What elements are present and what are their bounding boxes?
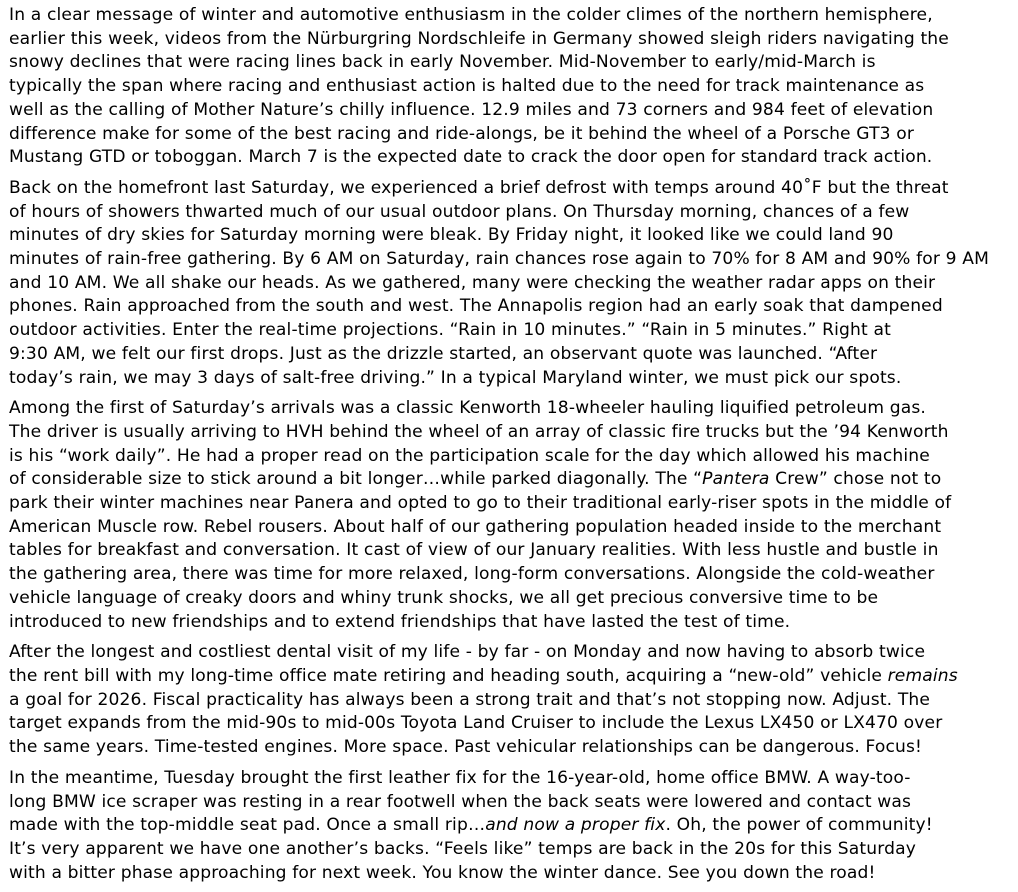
text-line bbox=[9, 563, 1008, 587]
text-line bbox=[9, 516, 1008, 540]
text-segment: the rent bill with my long-time office mate retiring and heading south, acquiring a “new-old” vehicle bbox=[9, 665, 888, 686]
paragraph bbox=[9, 4, 1008, 170]
italic-text: remains bbox=[887, 665, 958, 686]
text-segment: difference make for some of the best racing and ride-alongs, be it behind the wheel of a Porsche GT3 or bbox=[9, 123, 915, 144]
text-line bbox=[9, 814, 1008, 838]
text-segment: In the meantime, Tuesday brought the first leather fix for the 16-year-old, home office BMW. A way-too- bbox=[9, 767, 911, 788]
text-line bbox=[9, 28, 1008, 52]
text-line bbox=[9, 397, 1008, 421]
italic-text: and now a proper fix bbox=[485, 815, 666, 836]
text-line bbox=[9, 539, 1008, 563]
text-line bbox=[9, 201, 1008, 225]
text-line bbox=[9, 177, 1008, 201]
text-segment: snowy declines that were racing lines back in early November. Mid-November to early/mid-March is bbox=[9, 52, 876, 73]
text-line bbox=[9, 767, 1008, 791]
text-line bbox=[9, 838, 1008, 862]
text-segment: After the longest and costliest dental visit of my life - by far - on Monday and now having to absorb twice bbox=[9, 642, 926, 663]
text-line bbox=[9, 712, 1008, 736]
text-segment: made with the top-middle seat pad. Once a small rip… bbox=[9, 815, 486, 836]
text-line bbox=[9, 224, 1008, 248]
text-segment: minutes of dry skies for Saturday morning were bleak. By Friday night, it looked like we could land 90 bbox=[9, 225, 894, 246]
text-segment: American Muscle row. Rebel rousers. About half of our gathering population headed inside to the merchant bbox=[9, 516, 942, 537]
text-segment: is his “work daily”. He had a proper read on the participation scale for the day which allowed his machine bbox=[9, 445, 930, 466]
text-segment: typically the span where racing and enthusiast action is halted due to the need for track maintenance as bbox=[9, 76, 925, 97]
text-line bbox=[9, 123, 1008, 147]
text-segment: of hours of showers thwarted much of our usual outdoor plans. On Thursday morning, chances of a few bbox=[9, 201, 910, 222]
text-segment: Mustang GTD or toboggan. March 7 is the expected date to crack the door open for standard track action. bbox=[9, 147, 933, 168]
text-segment: phones. Rain approached from the south and west. The Annapolis region had an early soak that dampened bbox=[9, 296, 943, 317]
text-segment: The driver is usually arriving to HVH behind the wheel of an array of classic fire trucks but the ’94 Kenworth bbox=[9, 421, 949, 442]
text-line bbox=[9, 319, 1008, 343]
text-line bbox=[9, 75, 1008, 99]
text-segment: well as the calling of Mother Nature’s chilly influence. 12.9 miles and 73 corners and 984 feet of elevation bbox=[9, 99, 934, 120]
text-line bbox=[9, 146, 1008, 170]
text-line bbox=[9, 421, 1008, 445]
text-line bbox=[9, 736, 1008, 760]
text-line bbox=[9, 248, 1008, 272]
text-segment: earlier this week, videos from the Nürburgring Nordschleife in Germany showed sleigh riders navigating the bbox=[9, 28, 949, 49]
text-segment: a goal for 2026. Fiscal practicality has always been a strong trait and that’s not stopping now. Adjust. The bbox=[9, 689, 931, 710]
text-segment: vehicle language of creaky doors and whiny trunk shocks, we all get precious conversive time to be bbox=[9, 587, 879, 608]
text-segment: target expands from the mid-90s to mid-00s Toyota Land Cruiser to include the Lexus LX450 or LX470 over bbox=[9, 713, 943, 734]
text-segment: the gathering area, there was time for more relaxed, long-form conversations. Alongside the cold-weather bbox=[9, 564, 935, 585]
text-segment: It’s very apparent we have one another’s backs. “Feels like” temps are back in the 20s for this Saturday bbox=[9, 838, 917, 859]
text-line bbox=[9, 791, 1008, 815]
text-segment: the same years. Time-tested engines. More space. Past vehicular relationships can be dangerous. Focus! bbox=[9, 737, 923, 758]
text-segment: of considerable size to stick around a bit longer…while parked diagonally. The “ bbox=[9, 469, 703, 490]
text-segment: park their winter machines near Panera and opted to go to their traditional early-riser spots in the middle of bbox=[9, 493, 952, 514]
italic-text: Pantera bbox=[702, 469, 770, 490]
paragraph bbox=[9, 397, 1008, 634]
text-segment: Among the first of Saturday’s arrivals was a classic Kenworth 18-wheeler hauling liquified petroleum gas. bbox=[9, 398, 927, 419]
text-segment: introduced to new friendships and to extend friendships that have lasted the test of time. bbox=[9, 611, 791, 632]
text-segment: with a bitter phase approaching for next week. You know the winter dance. See you down the road! bbox=[9, 862, 876, 883]
text-segment: Crew” chose not to bbox=[769, 469, 942, 490]
text-line bbox=[9, 295, 1008, 319]
text-segment: In a clear message of winter and automotive enthusiasm in the colder climes of the northern hemisphere, bbox=[9, 5, 933, 25]
text-segment: tables for breakfast and conversation. It cast of view of our January realities. With less hustle and bustle in bbox=[9, 540, 939, 561]
text-line bbox=[9, 492, 1008, 516]
paragraph bbox=[9, 177, 1008, 390]
text-line bbox=[9, 587, 1008, 611]
text-segment: Back on the homefront last Saturday, we experienced a brief defrost with temps around 40˚F but the threat bbox=[9, 177, 949, 198]
text-line bbox=[9, 665, 1008, 689]
paragraph bbox=[9, 767, 1008, 886]
text-segment: outdoor activities. Enter the real-time projections. “Rain in 10 minutes.” “Rain in 5 minutes.” Right at bbox=[9, 320, 891, 341]
text-segment: . Oh, the power of community! bbox=[665, 815, 933, 836]
text-line bbox=[9, 689, 1008, 713]
text-line bbox=[9, 367, 1008, 391]
text-line bbox=[9, 468, 1008, 492]
text-line bbox=[9, 611, 1008, 635]
text-segment: 9:30 AM, we felt our first drops. Just as the drizzle started, an observant quote was launched. “After bbox=[9, 343, 878, 364]
text-line bbox=[9, 862, 1008, 886]
text-segment: today’s rain, we may 3 days of salt-free driving.” In a typical Maryland winter, we must pick our spots. bbox=[9, 367, 902, 388]
text-line bbox=[9, 99, 1008, 123]
text-segment: long BMW ice scraper was resting in a rear footwell when the back seats were lowered and contact was bbox=[9, 791, 912, 812]
text-line bbox=[9, 272, 1008, 296]
text-segment: minutes of rain-free gathering. By 6 AM on Saturday, rain chances rose again to 70% for 8 AM and 90% for 9 AM bbox=[9, 249, 990, 270]
text-line bbox=[9, 641, 1008, 665]
text-segment: and 10 AM. We all shake our heads. As we gathered, many were checking the weather radar apps on their bbox=[9, 272, 936, 293]
text-line bbox=[9, 51, 1008, 75]
text-line bbox=[9, 445, 1008, 469]
text-line bbox=[9, 4, 1008, 28]
paragraph bbox=[9, 641, 1008, 760]
text-line bbox=[9, 343, 1008, 367]
